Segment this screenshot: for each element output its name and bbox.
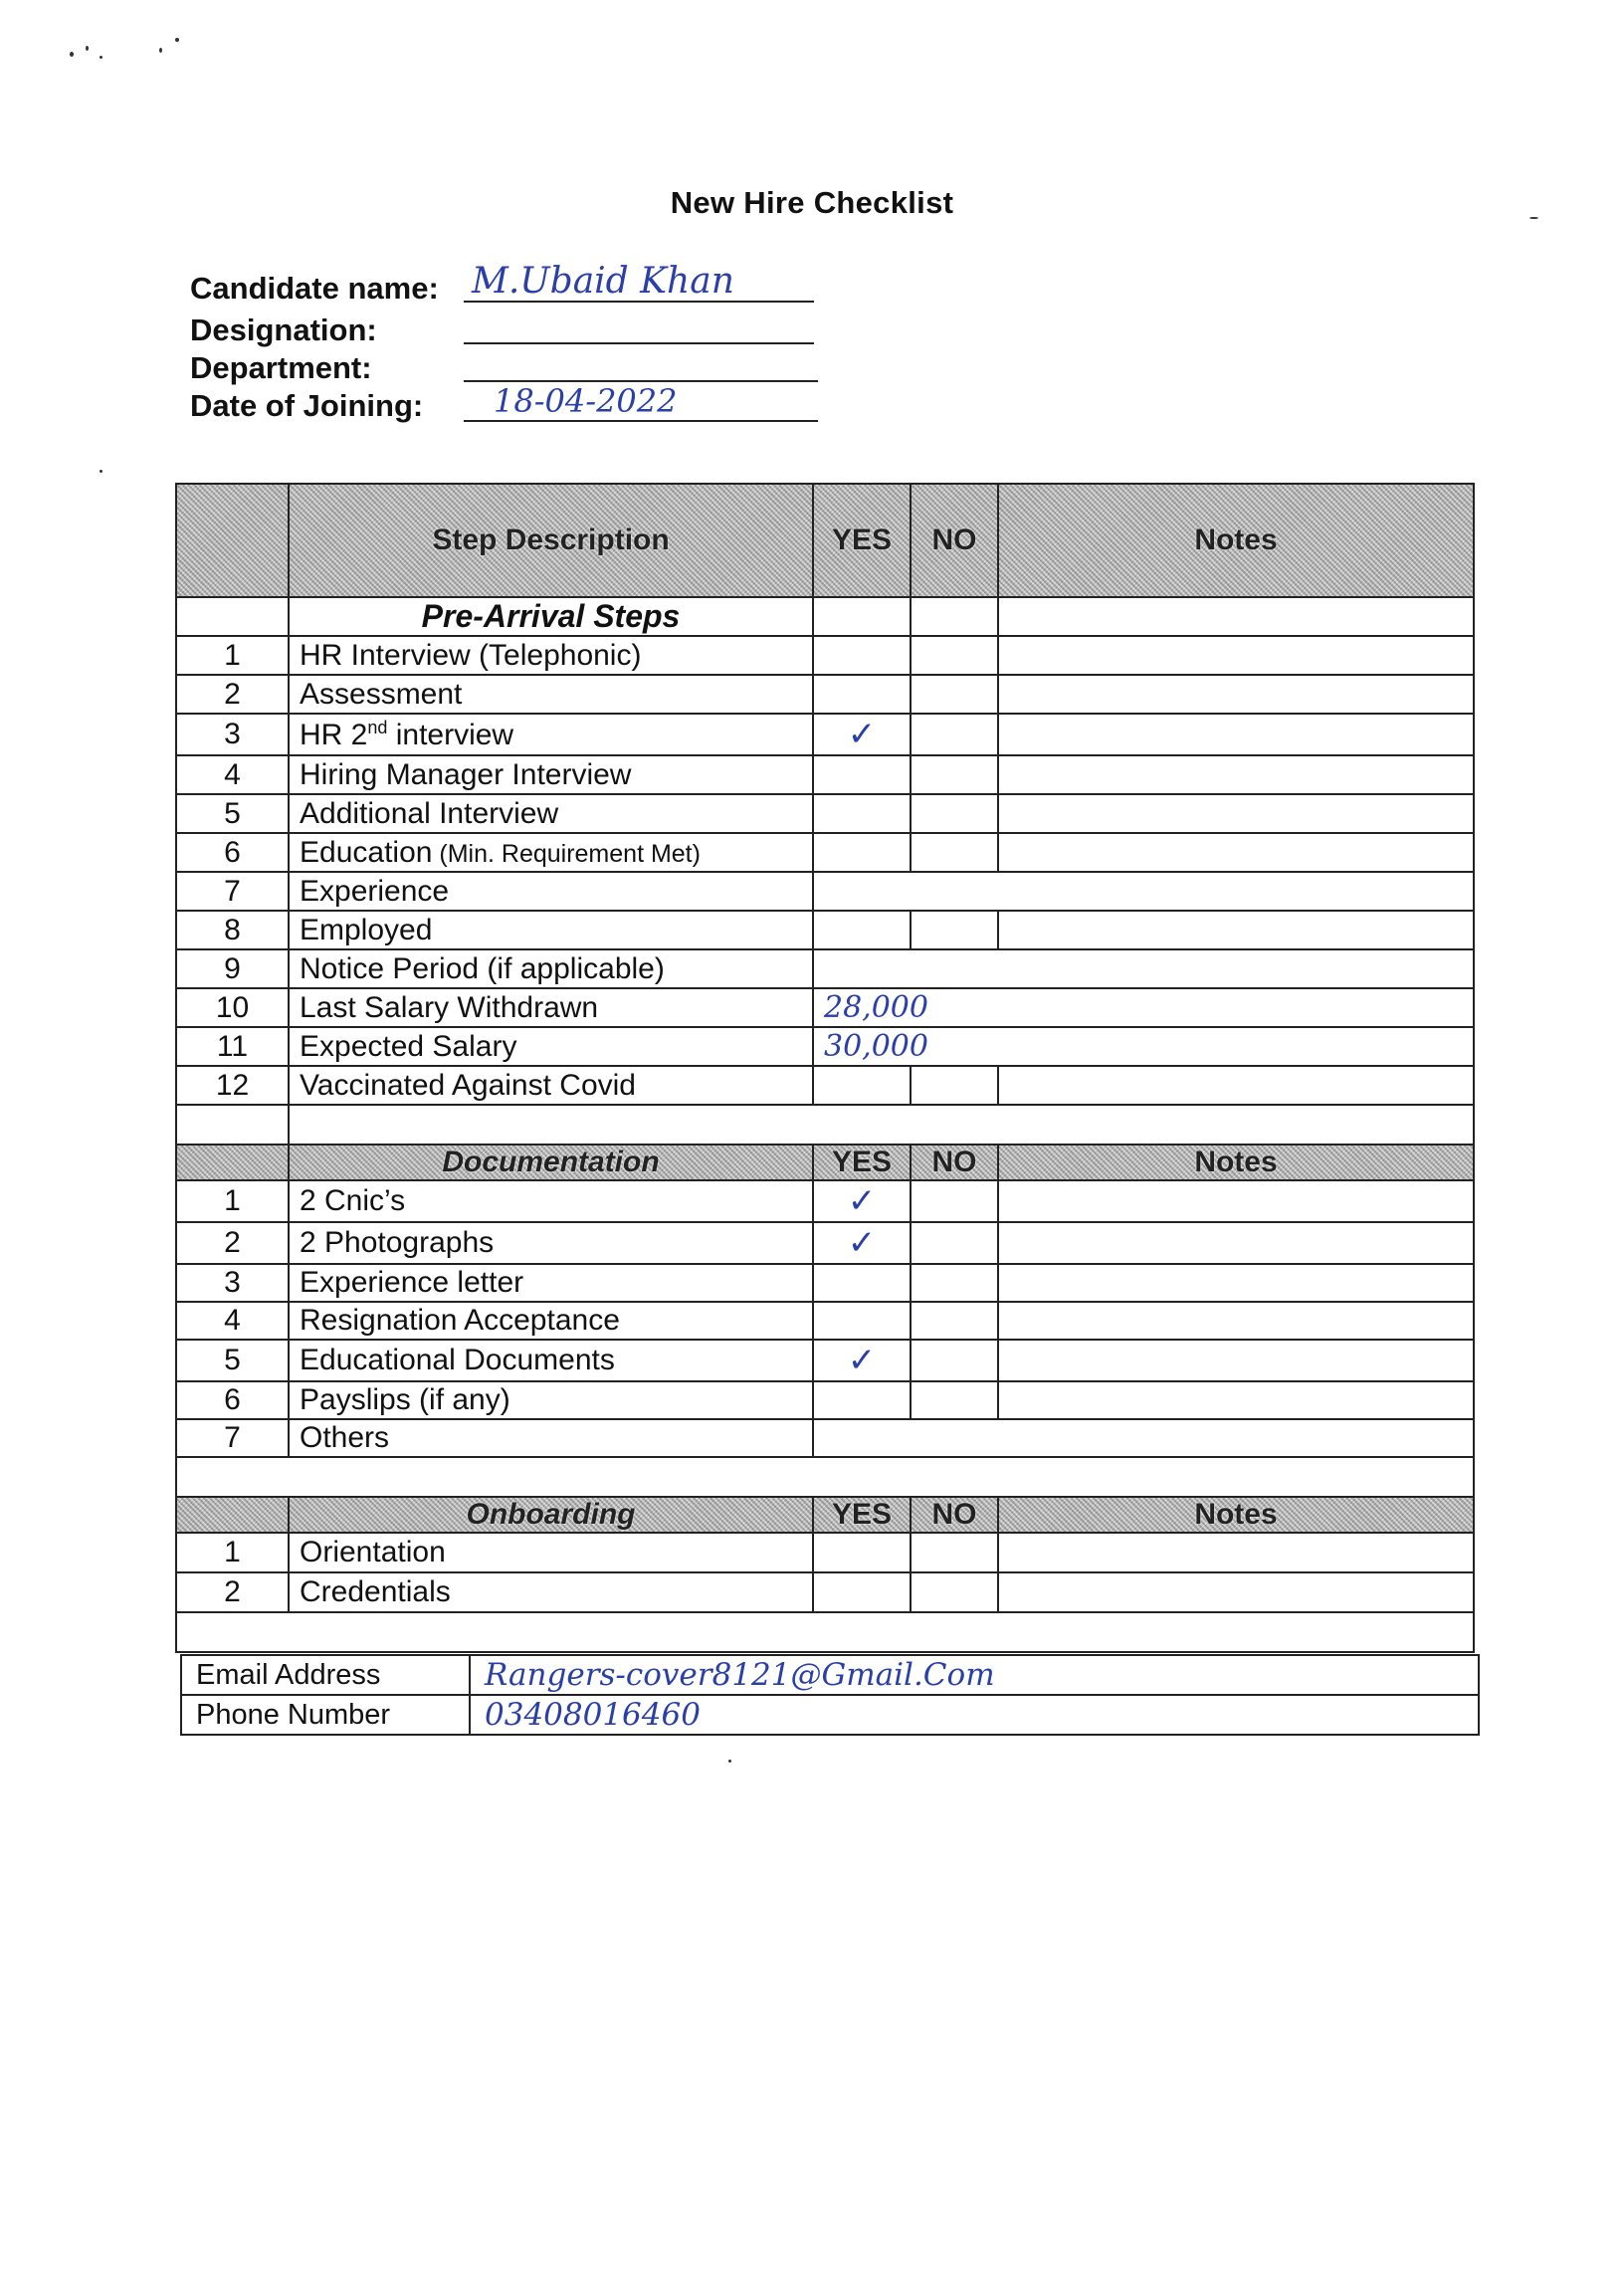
designation-label: Designation: bbox=[190, 313, 377, 347]
candidate-name-value: M.Ubaid Khan bbox=[472, 261, 734, 302]
row-description: Expected Salary bbox=[289, 1027, 813, 1066]
table-row bbox=[176, 1533, 1474, 1572]
header-no: NO bbox=[911, 1497, 998, 1533]
header-notes: Notes bbox=[998, 1497, 1474, 1533]
date-of-joining-value: 18-04-2022 bbox=[494, 382, 678, 420]
row-number: 5 bbox=[176, 794, 289, 833]
document-title: New Hire Checklist bbox=[670, 185, 954, 220]
table-row bbox=[176, 1066, 1474, 1105]
no-cell bbox=[911, 597, 998, 636]
designation-field bbox=[190, 313, 377, 348]
row-number: 3 bbox=[176, 714, 289, 755]
yes-cell bbox=[813, 794, 911, 833]
row-number: 8 bbox=[176, 911, 289, 949]
row-description: Orientation bbox=[289, 1533, 813, 1572]
table-row bbox=[176, 714, 1474, 755]
merged-response-cell bbox=[813, 872, 1474, 911]
pre-arrival-title-row bbox=[176, 597, 1474, 636]
table-row bbox=[176, 988, 1474, 1027]
header-blank-cell bbox=[176, 1145, 289, 1180]
row-description: Credentials bbox=[289, 1572, 813, 1612]
row-description: Experience bbox=[289, 872, 813, 911]
no-cell bbox=[911, 911, 998, 949]
pre-arrival-title: Pre-Arrival Steps bbox=[289, 597, 813, 636]
notes-cell bbox=[998, 675, 1474, 714]
table-row bbox=[176, 1222, 1474, 1264]
table-row bbox=[176, 1264, 1474, 1302]
yes-cell bbox=[813, 1264, 911, 1302]
yes-cell bbox=[813, 1572, 911, 1612]
date-of-joining-field bbox=[190, 388, 423, 424]
row-description bbox=[289, 714, 813, 755]
row-description: Hiring Manager Interview bbox=[289, 755, 813, 794]
row-description: Additional Interview bbox=[289, 794, 813, 833]
row-number: 12 bbox=[176, 1066, 289, 1105]
table-row bbox=[176, 794, 1474, 833]
no-cell bbox=[911, 1180, 998, 1222]
table-row bbox=[176, 1572, 1474, 1612]
notes-cell bbox=[998, 1180, 1474, 1222]
row-description-note: (Min. Requirement Met) bbox=[432, 839, 701, 868]
table-row bbox=[176, 636, 1474, 675]
row-description: 2 Photographs bbox=[289, 1222, 813, 1264]
notes-cell bbox=[998, 833, 1474, 872]
row-number: 1 bbox=[176, 1180, 289, 1222]
no-cell bbox=[911, 1222, 998, 1264]
scan-speck bbox=[728, 1760, 731, 1763]
phone-label: Phone Number bbox=[181, 1695, 470, 1735]
spacer-row bbox=[176, 1612, 1474, 1652]
row-number: 2 bbox=[176, 1222, 289, 1264]
row-description: Others bbox=[289, 1419, 813, 1457]
yes-checkmark: ✓ bbox=[813, 1340, 911, 1381]
candidate-name-field bbox=[190, 271, 439, 307]
yes-checkmark: ✓ bbox=[813, 1222, 911, 1264]
table-row bbox=[176, 1340, 1474, 1381]
row-description-superscript: nd bbox=[367, 717, 388, 737]
row-number: 6 bbox=[176, 1381, 289, 1419]
documentation-header-row bbox=[176, 1145, 1474, 1180]
notes-cell bbox=[998, 1264, 1474, 1302]
table-row bbox=[176, 949, 1474, 988]
department-line bbox=[464, 340, 818, 382]
scan-speck bbox=[175, 38, 179, 42]
header-yes: YES bbox=[813, 1145, 911, 1180]
checklist-table bbox=[175, 483, 1475, 1653]
row-number: 6 bbox=[176, 833, 289, 872]
notes-cell bbox=[998, 1222, 1474, 1264]
scan-speck bbox=[86, 46, 89, 51]
notes-cell bbox=[998, 911, 1474, 949]
blank-cell bbox=[176, 1105, 289, 1145]
candidate-name-label: Candidate name: bbox=[190, 271, 439, 306]
no-cell bbox=[911, 636, 998, 675]
row-description: Assessment bbox=[289, 675, 813, 714]
row-number: 7 bbox=[176, 872, 289, 911]
notes-cell bbox=[998, 1381, 1474, 1419]
no-cell bbox=[911, 794, 998, 833]
yes-cell bbox=[813, 636, 911, 675]
contact-table bbox=[180, 1654, 1480, 1736]
row-description: Resignation Acceptance bbox=[289, 1302, 813, 1340]
onboarding-title: Onboarding bbox=[289, 1497, 813, 1533]
department-label: Department: bbox=[190, 350, 372, 385]
email-value: Rangers-cover8121@Gmail.Com bbox=[470, 1655, 1479, 1695]
merged-response-cell bbox=[813, 949, 1474, 988]
blank-cell bbox=[176, 597, 289, 636]
table-row bbox=[176, 1180, 1474, 1222]
header-notes: Notes bbox=[998, 484, 1474, 597]
row-description: Notice Period (if applicable) bbox=[289, 949, 813, 988]
row-description: Payslips (if any) bbox=[289, 1381, 813, 1419]
yes-cell bbox=[813, 1533, 911, 1572]
row-number: 10 bbox=[176, 988, 289, 1027]
scan-speck bbox=[159, 48, 162, 53]
yes-cell bbox=[813, 755, 911, 794]
header-blank-cell bbox=[176, 1497, 289, 1533]
no-cell bbox=[911, 1264, 998, 1302]
yes-cell bbox=[813, 833, 911, 872]
no-cell bbox=[911, 1302, 998, 1340]
notes-cell bbox=[998, 1066, 1474, 1105]
merged-response-cell bbox=[813, 1419, 1474, 1457]
yes-cell bbox=[813, 1381, 911, 1419]
table-row bbox=[176, 675, 1474, 714]
scan-speck bbox=[100, 470, 102, 473]
blank-cell bbox=[176, 1457, 1474, 1497]
no-cell bbox=[911, 1066, 998, 1105]
notes-cell bbox=[998, 1572, 1474, 1612]
row-number: 5 bbox=[176, 1340, 289, 1381]
notes-cell bbox=[998, 714, 1474, 755]
expected-salary-value: 30,000 bbox=[813, 1027, 1474, 1066]
row-number: 2 bbox=[176, 1572, 289, 1612]
header-step-description: Step Description bbox=[289, 484, 813, 597]
yes-cell bbox=[813, 911, 911, 949]
spacer-row bbox=[176, 1105, 1474, 1145]
header-yes: YES bbox=[813, 484, 911, 597]
notes-cell bbox=[998, 1533, 1474, 1572]
notes-cell bbox=[998, 636, 1474, 675]
header-blank-cell bbox=[176, 484, 289, 597]
notes-cell bbox=[998, 755, 1474, 794]
date-of-joining-line bbox=[464, 380, 818, 422]
notes-cell bbox=[998, 794, 1474, 833]
table-row bbox=[176, 1381, 1474, 1419]
table-row bbox=[176, 1419, 1474, 1457]
blank-cell bbox=[289, 1105, 1474, 1145]
header-no: NO bbox=[911, 1145, 998, 1180]
row-number: 2 bbox=[176, 675, 289, 714]
row-number: 4 bbox=[176, 755, 289, 794]
row-number: 4 bbox=[176, 1302, 289, 1340]
header-yes: YES bbox=[813, 1497, 911, 1533]
row-number: 11 bbox=[176, 1027, 289, 1066]
notes-cell bbox=[998, 597, 1474, 636]
designation-line bbox=[464, 303, 814, 344]
no-cell bbox=[911, 675, 998, 714]
no-cell bbox=[911, 1533, 998, 1572]
notes-cell bbox=[998, 1340, 1474, 1381]
row-description: Educational Documents bbox=[289, 1340, 813, 1381]
row-description: Employed bbox=[289, 911, 813, 949]
table-row bbox=[176, 1302, 1474, 1340]
yes-checkmark: ✓ bbox=[813, 714, 911, 755]
phone-value: 03408016460 bbox=[470, 1695, 1479, 1735]
scan-speck bbox=[100, 56, 102, 59]
row-description-tail: interview bbox=[387, 718, 514, 751]
no-cell bbox=[911, 1572, 998, 1612]
email-label: Email Address bbox=[181, 1655, 470, 1695]
table-row bbox=[176, 911, 1474, 949]
row-description-main: Education bbox=[300, 835, 433, 869]
documentation-title: Documentation bbox=[289, 1145, 813, 1180]
onboarding-header-row bbox=[176, 1497, 1474, 1533]
table-row bbox=[176, 755, 1474, 794]
row-number: 1 bbox=[176, 636, 289, 675]
table-row bbox=[176, 872, 1474, 911]
row-description: Experience letter bbox=[289, 1264, 813, 1302]
yes-cell bbox=[813, 1066, 911, 1105]
date-of-joining-label: Date of Joining: bbox=[190, 388, 424, 423]
header-notes: Notes bbox=[998, 1145, 1474, 1180]
yes-checkmark: ✓ bbox=[813, 1180, 911, 1222]
no-cell bbox=[911, 833, 998, 872]
no-cell bbox=[911, 755, 998, 794]
yes-cell bbox=[813, 1302, 911, 1340]
phone-row bbox=[181, 1695, 1479, 1735]
scan-speck bbox=[70, 52, 74, 57]
no-cell bbox=[911, 1340, 998, 1381]
row-description: Vaccinated Against Covid bbox=[289, 1066, 813, 1105]
table-row bbox=[176, 833, 1474, 872]
yes-cell bbox=[813, 597, 911, 636]
no-cell bbox=[911, 714, 998, 755]
email-row bbox=[181, 1655, 1479, 1695]
no-cell bbox=[911, 1381, 998, 1419]
notes-cell bbox=[998, 1302, 1474, 1340]
row-description-main: HR 2 bbox=[300, 718, 368, 751]
row-description bbox=[289, 833, 813, 872]
blank-cell bbox=[176, 1612, 1474, 1652]
row-number: 9 bbox=[176, 949, 289, 988]
row-description: Last Salary Withdrawn bbox=[289, 988, 813, 1027]
row-number: 3 bbox=[176, 1264, 289, 1302]
table-row bbox=[176, 1027, 1474, 1066]
candidate-name-line bbox=[464, 261, 814, 303]
yes-cell bbox=[813, 675, 911, 714]
row-number: 1 bbox=[176, 1533, 289, 1572]
row-number: 7 bbox=[176, 1419, 289, 1457]
last-salary-value: 28,000 bbox=[813, 988, 1474, 1027]
row-description: 2 Cnic’s bbox=[289, 1180, 813, 1222]
table-header-row bbox=[176, 484, 1474, 597]
row-description: HR Interview (Telephonic) bbox=[289, 636, 813, 675]
header-no: NO bbox=[911, 484, 998, 597]
spacer-row bbox=[176, 1457, 1474, 1497]
department-field bbox=[190, 350, 372, 386]
